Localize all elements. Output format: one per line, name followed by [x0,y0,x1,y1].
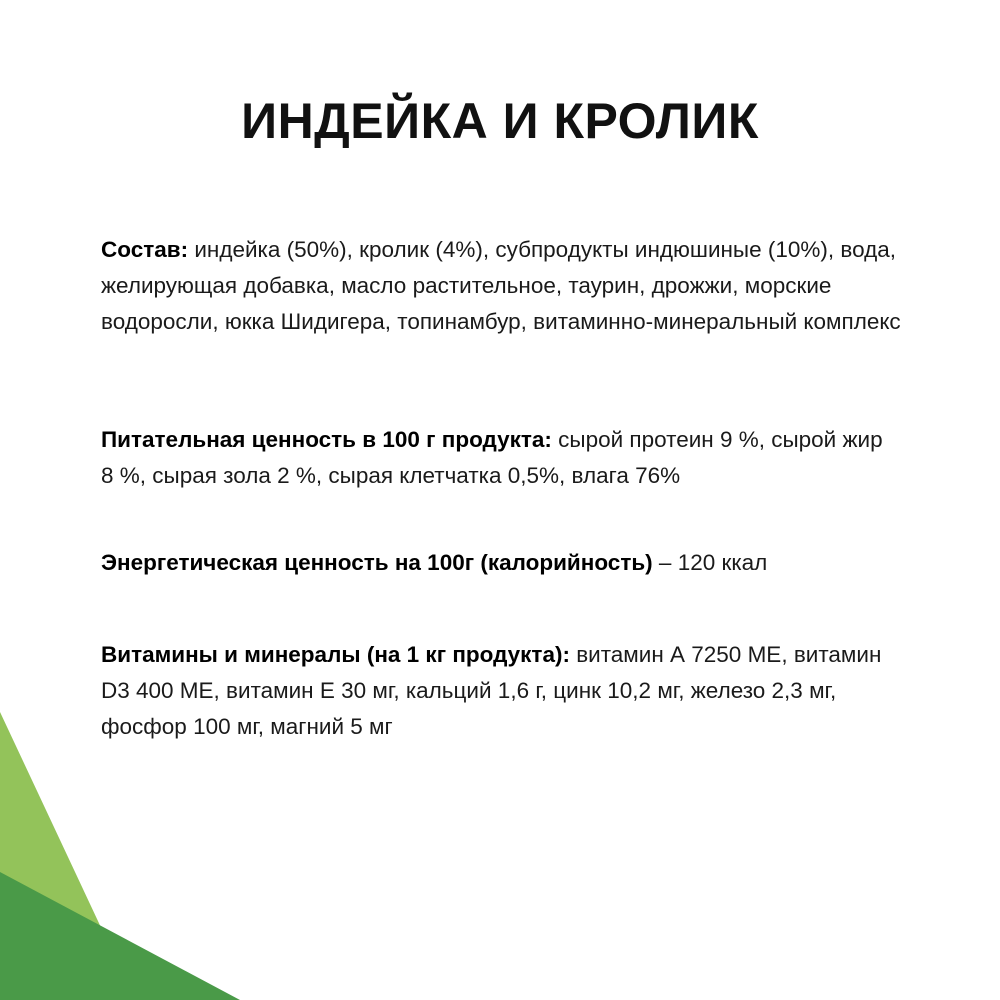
energy-paragraph [101,545,901,581]
composition-label: Состав: [101,237,189,262]
energy-text: – 120 ккал [652,550,768,575]
vitamins-paragraph [101,637,901,745]
composition-paragraph [101,232,901,340]
nutrition-paragraph [101,422,901,494]
nutrition-text: сырой протеин 9 %, сырой жир 8 %, сырая зола 2 %, сырая клетчатка 0,5%, влага 76% [101,427,883,488]
composition-text: индейка (50%), кролик (4%), субпродукты индюшиные (10%), вода, желирующая добавка, масло растительное, таурин, дрожжи, морские водоросли, юкка Шидигера, топинамбур, витаминно-минеральный комплекс [101,237,901,334]
vitamins-text: витамин А 7250 МЕ, витамин D3 400 МЕ, витамин Е 30 мг, кальций 1,6 г, цинк 10,2 мг, железо 2,3 мг, фосфор 100 мг, магний 5 мг [101,642,882,739]
nutrition-label: Питательная ценность в 100 г продукта: [101,427,552,452]
dark-green-triangle [0,872,240,1000]
product-title: ИНДЕЙКА И КРОЛИК [241,93,759,149]
vitamins-label: Витамины и минералы (на 1 кг продукта): [101,642,570,667]
energy-label: Энергетическая ценность на 100г (калорийность) [101,550,653,575]
